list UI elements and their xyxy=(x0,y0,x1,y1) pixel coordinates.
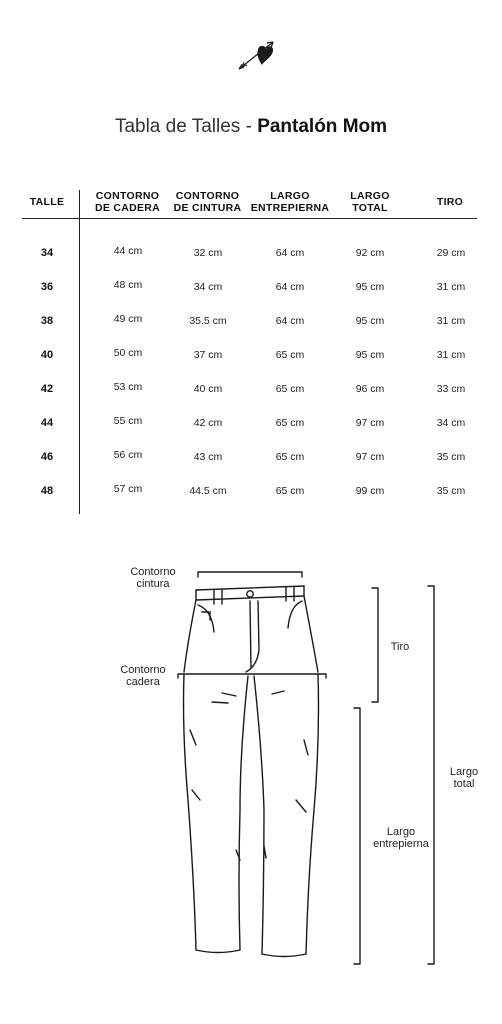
cell-tiro: 31 cm xyxy=(436,349,466,361)
cell-entrepierna: 65 cm xyxy=(275,485,305,497)
cell-total: 92 cm xyxy=(355,247,385,259)
row-size: 38 xyxy=(40,315,54,327)
row-size: 40 xyxy=(40,349,54,361)
label-entrepierna-line2: entrepierna xyxy=(373,838,429,850)
label-tiro xyxy=(380,641,420,653)
cell-cintura: 44.5 cm xyxy=(189,485,227,497)
row-size: 48 xyxy=(40,485,54,497)
cell-cintura: 42 cm xyxy=(193,417,223,429)
header-tiro xyxy=(420,196,480,208)
cell-cintura: 32 cm xyxy=(193,247,223,259)
cell-tiro: 31 cm xyxy=(436,315,466,327)
cell-total: 95 cm xyxy=(355,281,385,293)
size-table xyxy=(0,180,502,520)
cell-tiro: 33 cm xyxy=(436,383,466,395)
label-tiro-line1: Tiro xyxy=(390,641,410,653)
cell-entrepierna: 65 cm xyxy=(275,383,305,395)
cell-cintura: 37 cm xyxy=(193,349,223,361)
cell-total: 97 cm xyxy=(355,417,385,429)
row-size: 46 xyxy=(40,451,54,463)
cell-tiro: 31 cm xyxy=(436,281,466,293)
cell-total: 97 cm xyxy=(355,451,385,463)
cell-cintura: 43 cm xyxy=(193,451,223,463)
cell-total: 95 cm xyxy=(355,315,385,327)
header-divider xyxy=(22,218,477,219)
cell-total: 99 cm xyxy=(355,485,385,497)
cell-entrepierna: 64 cm xyxy=(275,315,305,327)
cell-cadera: 44 cm xyxy=(113,245,143,257)
title-product: Pantalón Mom xyxy=(257,116,388,137)
row-size: 34 xyxy=(40,247,54,259)
measurement-diagram xyxy=(0,550,502,1024)
jeans-illustration xyxy=(0,550,502,1024)
cell-total: 96 cm xyxy=(355,383,385,395)
cell-cintura: 34 cm xyxy=(193,281,223,293)
label-cadera-line1: Contorno xyxy=(120,664,166,676)
label-largo-total xyxy=(440,766,488,790)
header-total-line1: LARGO xyxy=(350,190,390,202)
cell-cadera: 53 cm xyxy=(113,381,143,393)
size-column-divider xyxy=(79,190,80,514)
label-cintura-line2: cintura xyxy=(136,578,170,590)
cell-entrepierna: 64 cm xyxy=(275,247,305,259)
header-total xyxy=(330,190,410,214)
row-size: 42 xyxy=(40,383,54,395)
cell-tiro: 35 cm xyxy=(436,485,466,497)
header-cintura-line1: CONTORNO xyxy=(175,190,240,202)
row-size: 44 xyxy=(40,417,54,429)
cell-total: 95 cm xyxy=(355,349,385,361)
header-entrepierna-line1: LARGO xyxy=(270,190,310,202)
label-largo-entrepierna xyxy=(361,826,441,850)
title-prefix: Tabla de Talles - xyxy=(114,116,258,137)
heart-arrow-icon xyxy=(236,36,276,72)
cell-cadera: 48 cm xyxy=(113,279,143,291)
cell-cintura: 35.5 cm xyxy=(189,315,227,327)
label-cadera-line2: cadera xyxy=(126,676,160,688)
cell-entrepierna: 65 cm xyxy=(275,349,305,361)
cell-entrepierna: 65 cm xyxy=(275,417,305,429)
header-cintura xyxy=(165,190,250,214)
cell-entrepierna: 65 cm xyxy=(275,451,305,463)
label-contorno-cadera xyxy=(108,664,178,688)
cell-cadera: 49 cm xyxy=(113,313,143,325)
cell-cintura: 40 cm xyxy=(193,383,223,395)
cell-tiro: 34 cm xyxy=(436,417,466,429)
label-total-line1: Largo xyxy=(449,766,479,778)
cell-cadera: 50 cm xyxy=(113,347,143,359)
header-tiro-text: TIRO xyxy=(436,196,464,208)
label-contorno-cintura xyxy=(118,566,188,590)
cell-tiro: 35 cm xyxy=(436,451,466,463)
header-entrepierna-line2: ENTREPIERNA xyxy=(250,202,330,214)
header-cintura-line2: DE CINTURA xyxy=(173,202,242,214)
header-talle-text: TALLE xyxy=(29,196,65,208)
cell-cadera: 55 cm xyxy=(113,415,143,427)
cell-cadera: 56 cm xyxy=(113,449,143,461)
label-entrepierna-line1: Largo xyxy=(386,826,416,838)
label-total-line2: total xyxy=(453,778,475,790)
row-size: 36 xyxy=(40,281,54,293)
header-total-line2: TOTAL xyxy=(352,202,388,214)
cell-entrepierna: 64 cm xyxy=(275,281,305,293)
cell-cadera: 57 cm xyxy=(113,483,143,495)
header-cadera xyxy=(85,190,170,214)
header-cadera-line2: DE CADERA xyxy=(94,202,161,214)
header-cadera-line1: CONTORNO xyxy=(95,190,160,202)
cell-tiro: 29 cm xyxy=(436,247,466,259)
page-title xyxy=(0,116,502,138)
header-entrepierna xyxy=(245,190,335,214)
header-talle xyxy=(22,196,72,208)
label-cintura-line1: Contorno xyxy=(130,566,176,578)
